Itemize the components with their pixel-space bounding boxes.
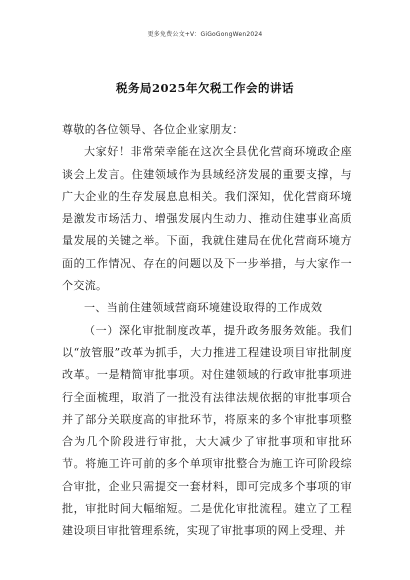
body-paragraph: （一）深化审批制度改革，提升政务服务效能。我们以“放管服”改革为抓手，大力推进工程建设项目审批制度改革。一是精简审批事项。对住建领域的行政审批事项进行全面梳理，取消了一批没有法律法规依据的审批事项合并了部分关联度高的审批环节，将原来的多个审批事项整合为几个阶段进行审批，大大减少了审批事项和审批环节。将施工许可前的多个单项审批整合为施工许可阶段综合审批，企业只需提交一套材料，即可完成多个事项的审批，审批时间大幅缩短。二是优化审批流程。建立了工程建设项目审批管理系统，实现了审批事项的网上受理、并 [62, 323, 352, 538]
document-body [62, 119, 352, 543]
document-title: 税务局2025年欠税工作会的讲话 [115, 81, 294, 95]
header-note: 更多免费公文+V：GiGoGongWen2024 [147, 31, 263, 38]
salutation: 尊敬的各位领导、各位企业家朋友： [62, 123, 244, 136]
section-heading: 一、当前住建领域营商环境建设取得的工作成效 [84, 301, 323, 315]
intro-paragraph: 大家好！非常荣幸能在这次全县优化营商环境政企座谈会上发言。住建领域作为县域经济发展的重要支撑，与广大企业的生存发展息息相关。我们深知，优化营商环境是激发市场活力、增强发展内生动力、推动住建事业高质量发展的关键之举。下面，我就住建局在优化营商环境方面的工作情况、存在的问题以及下一步举措，与大家作一个交流。 [62, 145, 352, 293]
